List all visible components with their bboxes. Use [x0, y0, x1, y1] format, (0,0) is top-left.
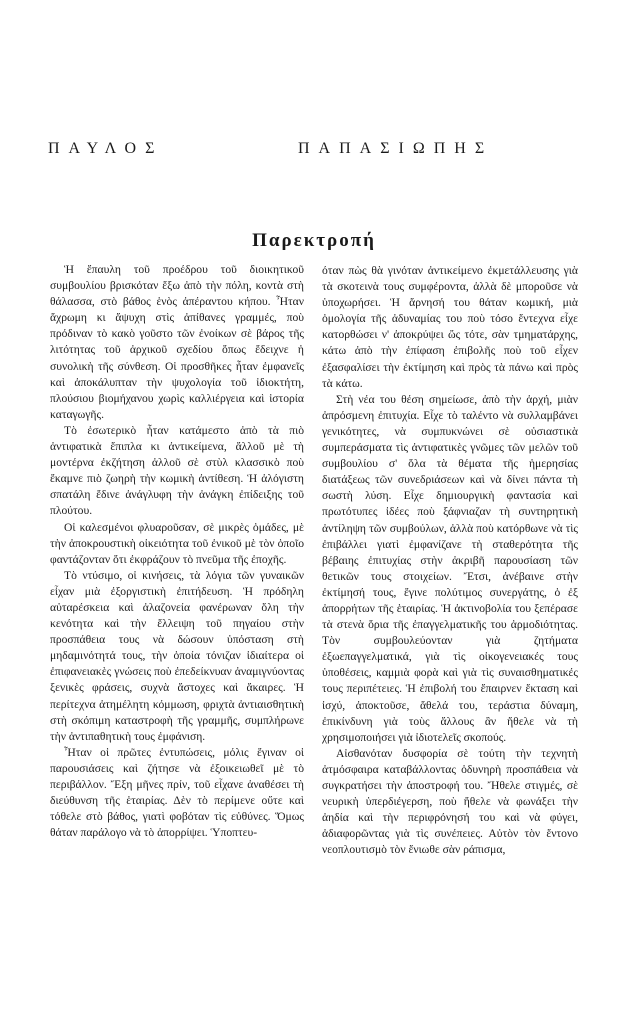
author-last-name: ΠΑΠΑΣΙΩΠΗΣ [298, 140, 494, 157]
paragraph: Οἱ καλεσμένοι φλυαροῦσαν, σὲ μικρὲς ὁμάδες, μὲ τὴν ἀποκρουστικὴ οἰκειότητα τοῦ ἐνικοῦ μὲ τὸν ὁποῖο φαντάζονταν ὅτι ἐκφράζουν τὸ πνεῦμα τῆς ἐποχῆς. [50, 520, 304, 566]
paragraph: όταν πὼς θὰ γινόταν ἀντικείμενο ἐκμετάλλευσης γιὰ τὰ σκοτεινὰ τους συμφέροντα, ἀλλὰ δὲ μποροῦσε νὰ ὑποχωρήσει. Ἡ ἄρνησή του θάταν κωμική, μιὰ ὁμολογία τῆς ἀδυναμίας του ποὺ τόσο ἔντεχνα εἶχε κατορθώσει ν' ἀποκρύψει ὥς τότε, σὰν τμηματάρχης, κάτω ἀπὸ τὴν ἐπίφαση ἐπιβολῆς ποὺ τοῦ εἶχεν ἐξασφαλίσει τὴν ἐκτίμηση καὶ πρὸς τὰ πάνω καὶ πρὸς τὰ κάτω. [322, 264, 578, 390]
paragraph: Τὸ ἐσωτερικὸ ἦταν κατάμεστο ἀπὸ τὰ πιὸ ἀντιφατικὰ ἔπιπλα κι ἀντικείμενα, ἄλλοῦ μὲ τὴ μοντέρνα ἐκζήτηση ἀλλοῦ σὲ στὺλ κλασσικὸ ποὺ ἔκαμνε πιὸ ζωηρὴ τὴν κωμικὴ ἀντίθεση. Ἡ ἀλόγιστη σπατάλη ἔδινε ἀνάγλυφη τὴν ἀνάγκη ἐπίδειξης τοῦ πλούτου. [50, 423, 304, 518]
paragraph: Αἰσθανόταν δυσφορία σὲ τούτη τὴν τεχνητὴ ἀτμόσφαιρα καταβάλλοντας ὀδυνηρὴ προσπάθεια νὰ συγκρατήσει τὴν ἀποστροφή του. Ἤθελε στιγμές, σὲ νευρικὴ ὑπερδιέγερση, ποὺ ἤθελε νὰ φωνάξει τὴν ἀηδία καὶ τὴν περιφρόνησή του καὶ νὰ φύγει, ἀδιαφορῶντας γιὰ τὶς συνέπειες. Αὐτὸν τὸν ἔντονο νεοπλουτισμὸ τὸν ἔνιωθε σὰν ράπισμα, [322, 746, 578, 857]
story-title: Παρεκτροπή [252, 230, 376, 251]
right-text-column [322, 263, 578, 858]
author-first-name: ΠΑΥΛΟΣ [48, 140, 164, 157]
paragraph: Ἦταν οἱ πρῶτες ἐντυπώσεις, μόλις ἔγιναν οἱ παρουσιάσεις καὶ ζήτησε νὰ ἐξοικειωθεῖ μὲ τὸ περιβάλλον. Ἔξη μῆνες πρίν, τοῦ εἶχανε ἀναθέσει τὴ διεύθυνση τῆς ἑταιρίας. Δὲν τὸ περίμενε οὔτε καὶ τόθελε στὸ βάθος, γιατὶ φοβόταν τὶς εὐθύνες. Ὅμως θάταν παράλογο νὰ τὸ ἀπορρίψει. Ὑποπτευ- [50, 745, 304, 840]
paragraph: Τὸ ντύσιμο, οἱ κινήσεις, τὰ λόγια τῶν γυναικῶν εἶχαν μιὰ ἐξοργιστικὴ ἐπιτήδευση. Ἡ πρόδηλη αὐταρέσκεια καὶ ἀλαζονεία φανέρωναν ὅλη τὴν κενότητα καὶ τὴν ἔλλειψη τοῦ πηγαίου στὴν προσπάθεια τους νὰ δώσουν ὑπόσταση στὴ μηδαμινότητά τους, τὴν ὁποία τόνιζαν ἰδιαίτερα οἱ ἐπιφανειακὲς γνώσεις ποὺ ἐπεδείκνυαν ἀναμιγνύοντας ξενικὲς φράσεις, συχνὰ ἄστοχες καὶ ἄκαιρες. Ἡ περίτεχνα ἀτημέλητη κόμμωση, φριχτὰ ἀντιαισθητικὴ στὴ σκόπιμη καταστροφὴ τῆς γραμμῆς, συμπλήρωνε τὴν ἀντιπαθητικὴ τους ἐμφάνιση. [50, 568, 304, 743]
author-name [40, 140, 588, 160]
paragraph: Ἡ ἔπαυλη τοῦ προέδρου τοῦ διοικητικοῦ συμβουλίου βρισκόταν ἔξω ἀπὸ τὴν πόλη, κοντὰ στὴ θάλασσα, στὸ βάθος ἑνὸς ἀπέραντου κήπου. Ἦταν ἄχρωμη κι ἄψυχη στὶς ἀπίθανες γραμμές, ποὺ πρόδιναν τὸ κακὸ γοῦστο τῶν ἐνοίκων σὲ βάρος τῆς λιτότητας τοῦ ἀρχικοῦ σχεδίου ὅπως ἔδειχνε ἡ συνολικὴ τῆς σύνθεση. Οἱ προσθῆκες ἦταν ἐμφανεῖς καὶ ἀποκάλυπταν τὴν ψυχολογία τοῦ ἰδιοκτήτη, πλούσιου βιομήχανου χωρὶς καλλιέργεια καὶ ἱστορία καταγωγῆς. [50, 263, 304, 421]
left-text-column [50, 262, 304, 841]
paragraph: Στὴ νέα του θέση σημείωσε, ἀπὸ τὴν ἀρχή, μιὰν ἀπρόσμενη ἐπιτυχία. Εἶχε τὸ ταλέντο νὰ συλλαμβάνει γενικότητες, νὰ συμπυκνώνει σὲ οὐσιαστικὰ συμπεράσματα τὶς ἀντιφατικὲς γνῶμες τῶν μελῶν τοῦ συμβουλίου σ' ὅλα τὰ θέματα τῆς ἡμερησίας διατάξεως τῶν συνεδριάσεων καὶ νὰ δίνει πάντα τὴ σωστὴ λύση. Εἶχε δημιουργικὴ φαντασία καὶ πρωτότυπες ἰδέες ποὺ ξάφνιαζαν τὴ συντηρητικὴ ἀντίληψη τῶν συμβούλων, ἀλλὰ ποὺ κατόρθωνε νὰ τὶς ἐπιβάλλει γιατὶ ἐμφανίζανε τὴ σταθερότητα τῆς βέβαιης ἐπιτυχίας στὴν ἀκριβῆ παρουσίαση τῶν θετικῶν τους στοιχείων. Ἔτσι, ἀνέβαινε στὴν ἐκτίμησή τους, ἔγινε πολύτιμος συνεργάτης, ὁ ἐξ ἀπορρήτων τῆς ἑταιρίας. Ἡ ἀκτινοβολία του ξεπέρασε τὰ στενὰ ὅρια τῆς ἐπαγγελματικῆς του ἁρμοδιότητας. Τὸν συμβουλεύονταν γιὰ ζητήματα ἐξωεπαγγελματικά, γιὰ τὶς οἰκογενειακές τους ὑποθέσεις, καμμιὰ φορὰ καὶ γιὰ τὶς συναισθηματικές τους περιπέτειες. Ἡ ἐπιβολή του ἔπαιρνεν ἔκταση καὶ ἰσχύ, ἀποκτοῦσε, ἄθελά του, τεράστια δύναμη, ἐπικίνδυνη γιὰ τοὺς ἄλλους ἂν ἤθελε νὰ τὴ χρησιμοποιήσει γιὰ ἰδιοτελεῖς σκοπούς. [322, 392, 578, 744]
